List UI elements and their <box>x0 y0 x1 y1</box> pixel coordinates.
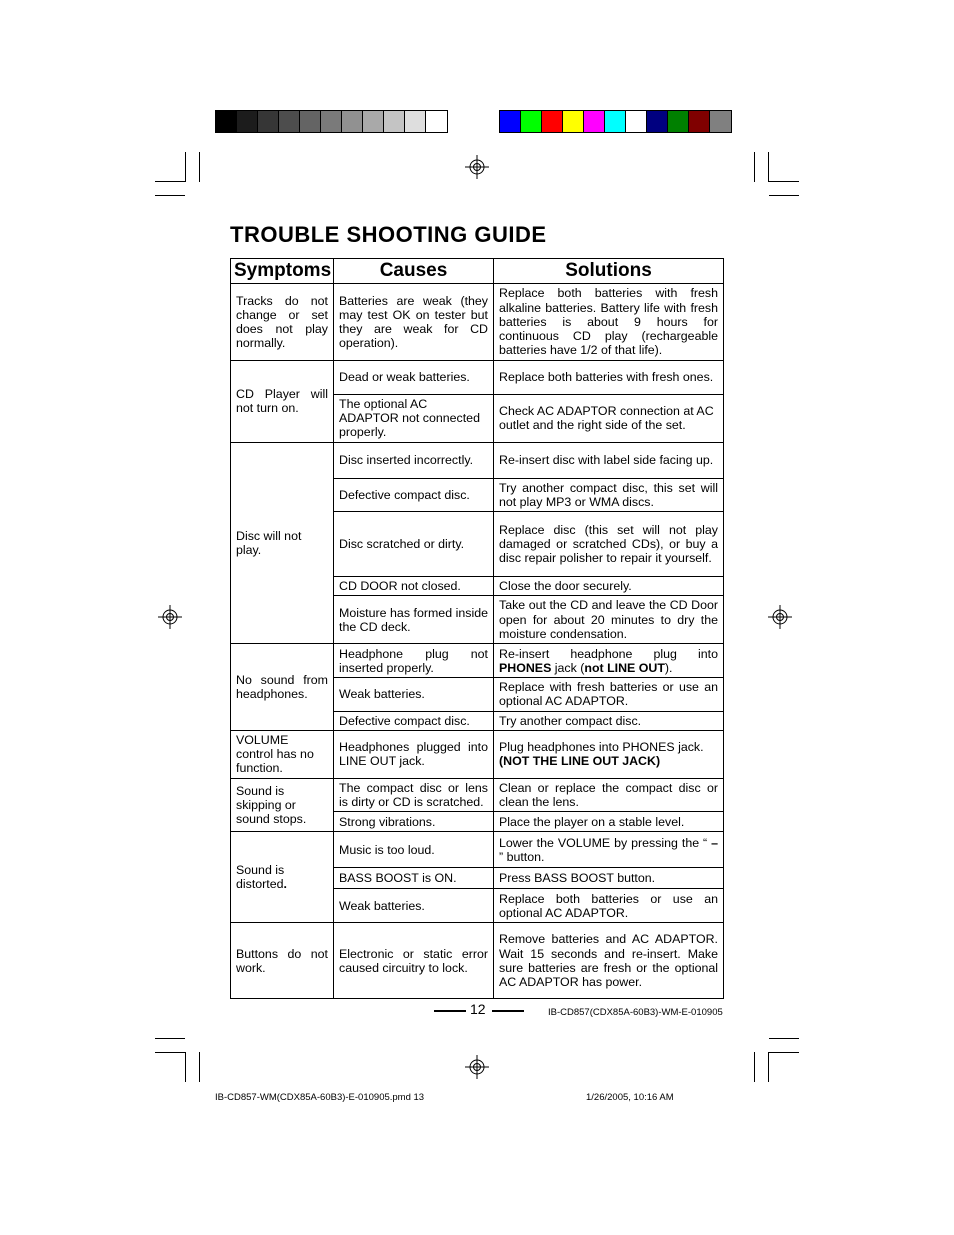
solution-cell <box>494 832 724 868</box>
symptom-cell: No sound from headphones. <box>231 644 334 731</box>
table-row <box>231 730 724 778</box>
symptom-cell: CD Player will not turn on. <box>231 361 334 443</box>
cause-cell: Moisture has formed inside the CD deck. <box>334 596 494 644</box>
calibration-swatch <box>542 111 563 132</box>
cause-cell: Electronic or static error caused circuitry to lock. <box>334 923 494 999</box>
solution-text: Lower the VOLUME by pressing the “ <box>499 835 708 850</box>
troubleshooting-table <box>230 258 724 999</box>
solution-cell: Remove batteries and AC ADAPTOR. Wait 15 seconds and re-insert. Make sure batteries are fresh or the optional AC ADAPTOR has power. <box>494 923 724 999</box>
symptom-cell: Sound is skipping or sound stops. <box>231 778 334 831</box>
cause-cell: Disc scratched or dirty. <box>334 512 494 577</box>
solutions-header: Solutions <box>494 259 724 284</box>
calibration-swatch <box>689 111 710 132</box>
solution-cell: Take out the CD and leave the CD Door open for about 20 minutes to dry the moisture condensation. <box>494 596 724 644</box>
registration-mark-icon <box>465 155 489 179</box>
page-number: 12 <box>470 1001 486 1017</box>
cause-cell: The compact disc or lens is dirty or CD is scratched. <box>334 778 494 811</box>
crop-mark <box>185 152 186 182</box>
table-row <box>231 832 724 868</box>
crop-mark <box>155 1038 185 1039</box>
solution-cell: Close the door securely. <box>494 577 724 596</box>
file-name: IB-CD857-WM(CDX85A-60B3)-E-010905.pmd 13 <box>215 1092 425 1103</box>
calibration-swatch <box>216 111 237 132</box>
calibration-swatch <box>500 111 521 132</box>
calibration-swatch <box>342 111 363 132</box>
registration-mark-icon <box>158 605 182 629</box>
calibration-swatch <box>668 111 689 132</box>
table-row <box>231 284 724 361</box>
solution-cell <box>494 730 724 778</box>
calibration-swatch <box>563 111 584 132</box>
table-row <box>231 442 724 478</box>
crop-mark <box>769 1038 799 1039</box>
symptom-cell: Tracks do not change or set does not play normally. <box>231 284 334 361</box>
crop-mark <box>199 152 200 182</box>
calibration-swatch <box>647 111 668 132</box>
table-row <box>231 778 724 811</box>
solution-text: jack ( <box>551 660 585 675</box>
table-row <box>231 923 724 999</box>
crop-mark <box>199 1052 200 1082</box>
page-number-rule <box>492 1010 524 1012</box>
crop-mark <box>769 1052 799 1053</box>
solution-text: ). <box>664 660 673 675</box>
solution-cell: Check AC ADAPTOR connection at AC outlet and the right side of the set. <box>494 395 724 443</box>
solution-text: Re-insert headphone plug into <box>499 646 718 661</box>
cause-cell: The optional AC ADAPTOR not connected properly. <box>334 395 494 443</box>
solution-cell: Try another compact disc, this set will not play MP3 or WMA discs. <box>494 478 724 511</box>
cause-cell: BASS BOOST is ON. <box>334 868 494 889</box>
calibration-swatch <box>363 111 384 132</box>
cause-cell: CD DOOR not closed. <box>334 577 494 596</box>
model-code: IB-CD857(CDX85A-60B3)-WM-E-010905 <box>548 1007 723 1018</box>
solution-text: ” button. <box>499 849 545 864</box>
solution-cell: Replace both batteries with fresh ones. <box>494 361 724 395</box>
calibration-swatch <box>279 111 300 132</box>
causes-header: Causes <box>334 259 494 284</box>
solution-cell <box>494 644 724 678</box>
calibration-swatch <box>710 111 731 132</box>
page-title: TROUBLE SHOOTING GUIDE <box>230 222 547 247</box>
calibration-swatch <box>300 111 321 132</box>
solution-cell: Clean or replace the compact disc or clean the lens. <box>494 778 724 811</box>
not-line-out-label: not LINE OUT <box>584 660 665 675</box>
print-timestamp: 1/26/2005, 10:16 AM <box>586 1092 674 1103</box>
symptom-cell: Buttons do not work. <box>231 923 334 999</box>
crop-mark <box>155 1052 185 1053</box>
crop-mark <box>185 1052 186 1082</box>
solution-cell: Try another compact disc. <box>494 711 724 730</box>
registration-mark-icon <box>465 1055 489 1079</box>
minus-button-label: – <box>707 835 718 850</box>
table-header-row <box>231 259 724 284</box>
page-number-rule <box>434 1010 466 1012</box>
crop-mark <box>754 1052 755 1082</box>
cause-cell: Batteries are weak (they may test OK on tester but they are weak for CD operation). <box>334 284 494 361</box>
cause-cell: Weak batteries. <box>334 889 494 923</box>
solution-cell: Replace both batteries with fresh alkaline batteries. Battery life with fresh batteries is about 9 hours for continuous CD play (rechargeable batteries have 1/2 of that life). <box>494 284 724 361</box>
calibration-swatch <box>521 111 542 132</box>
calibration-swatch <box>405 111 426 132</box>
crop-mark <box>769 195 799 196</box>
solution-cell: Press BASS BOOST button. <box>494 868 724 889</box>
solution-cell: Place the player on a stable level. <box>494 812 724 832</box>
cause-cell: Dead or weak batteries. <box>334 361 494 395</box>
symptoms-header: Symptoms <box>231 259 334 284</box>
cause-cell: Defective compact disc. <box>334 711 494 730</box>
calibration-swatch <box>426 111 447 132</box>
symptom-cell: VOLUME control has no function. <box>231 730 334 778</box>
not-line-out-jack-label: (NOT THE LINE OUT JACK) <box>499 754 661 769</box>
cause-cell: Weak batteries. <box>334 678 494 711</box>
phones-label: PHONES <box>499 660 552 675</box>
cause-cell: Music is too loud. <box>334 832 494 868</box>
calibration-swatch <box>258 111 279 132</box>
calibration-swatch <box>384 111 405 132</box>
cause-cell: Defective compact disc. <box>334 478 494 511</box>
registration-mark-icon <box>768 605 792 629</box>
symptom-cell <box>231 832 334 923</box>
crop-mark <box>155 181 185 182</box>
solution-cell: Replace disc (this set will not play damaged or scratched CDs), or buy a disc repair polisher to repair it yourself. <box>494 512 724 577</box>
calibration-swatch <box>605 111 626 132</box>
symptom-text: Sound is distorted <box>236 863 285 892</box>
cause-cell: Strong vibrations. <box>334 812 494 832</box>
symptom-cell: Disc will not play. <box>231 442 334 644</box>
solution-cell: Re-insert disc with label side facing up. <box>494 442 724 478</box>
crop-mark <box>768 1052 769 1082</box>
cause-cell: Disc inserted incorrectly. <box>334 442 494 478</box>
cause-cell: Headphones plugged into LINE OUT jack. <box>334 730 494 778</box>
calibration-swatch <box>584 111 605 132</box>
solution-cell: Replace with fresh batteries or use an optional AC ADAPTOR. <box>494 678 724 711</box>
page-number-block <box>434 1001 524 1019</box>
calibration-swatch <box>321 111 342 132</box>
table-row <box>231 644 724 678</box>
calibration-swatch <box>626 111 647 132</box>
crop-mark <box>769 181 799 182</box>
symptom-period: . <box>283 877 287 892</box>
solution-text: Plug headphones into PHONES jack. <box>499 740 704 755</box>
grayscale-calibration-bar <box>215 110 448 133</box>
color-calibration-bar <box>499 110 732 133</box>
table-row <box>231 361 724 395</box>
crop-mark <box>754 152 755 182</box>
crop-mark <box>768 152 769 182</box>
calibration-swatch <box>237 111 258 132</box>
solution-cell: Replace both batteries or use an optional AC ADAPTOR. <box>494 889 724 923</box>
crop-mark <box>155 195 185 196</box>
cause-cell: Headphone plug not inserted properly. <box>334 644 494 678</box>
